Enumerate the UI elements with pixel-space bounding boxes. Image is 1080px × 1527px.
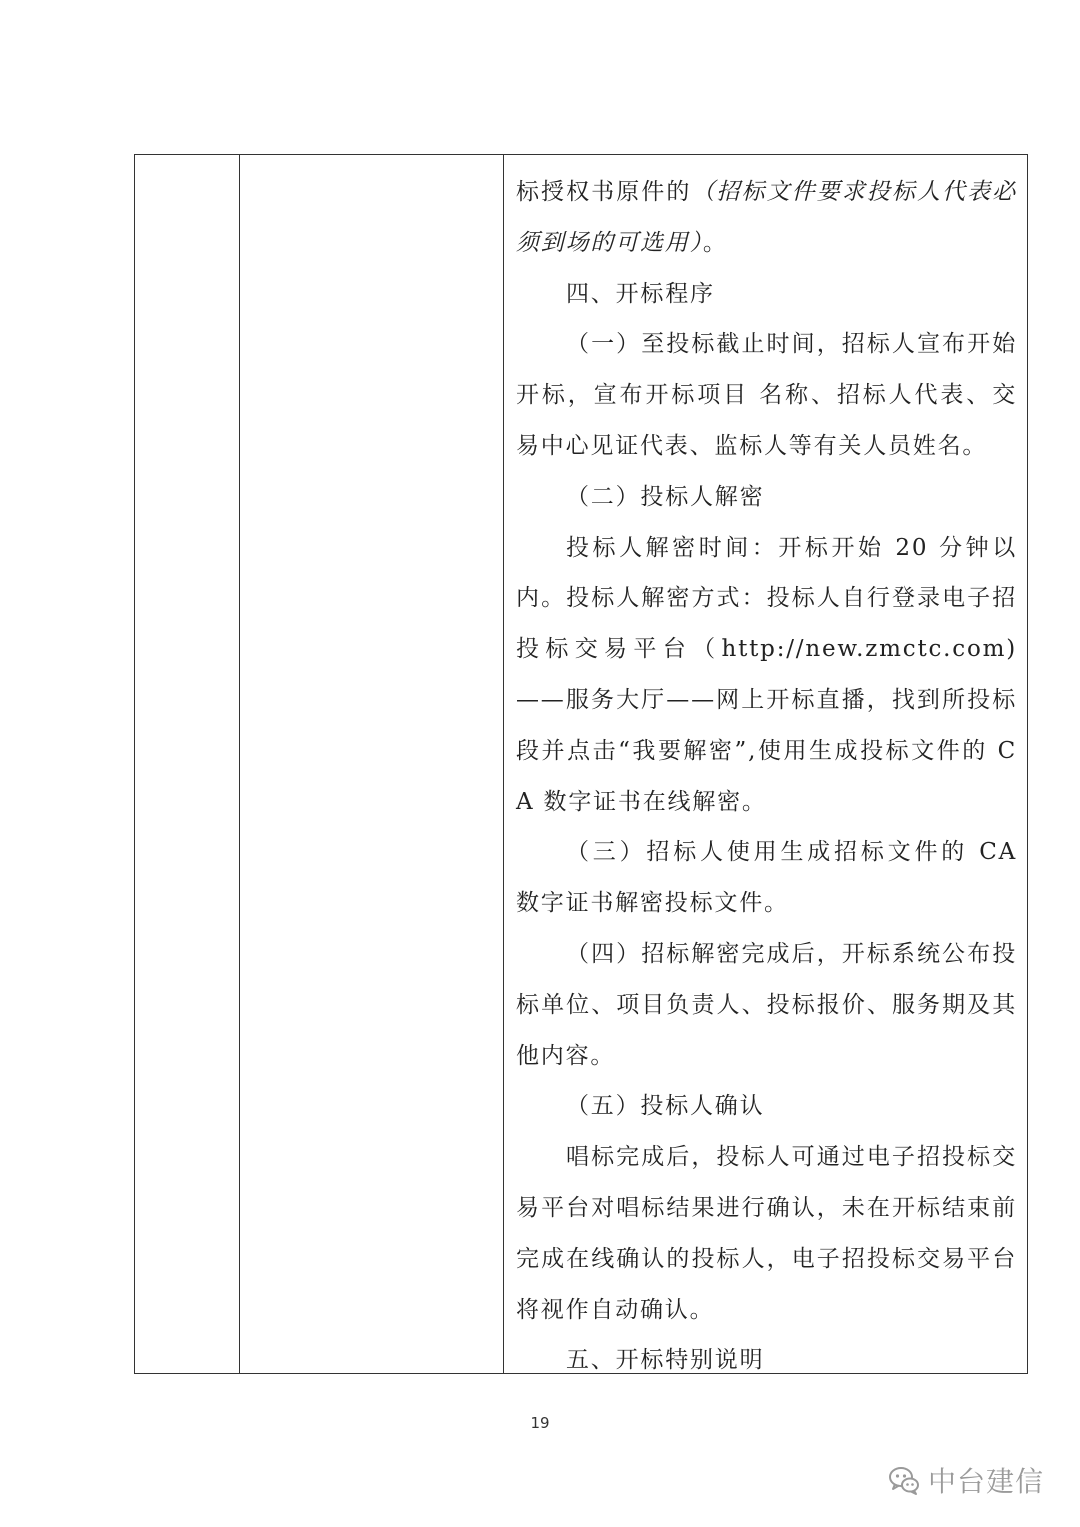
paragraph-authorization: [516, 167, 1017, 269]
table-column-content: [504, 155, 1027, 1373]
paragraph-text: 标授权书原件的: [516, 179, 692, 205]
paragraph-step-4: （四）招标解密完成后，开标系统公布投标单位、项目负责人、投标报价、服务期及其他内容。: [516, 940, 1017, 1069]
paragraph-step-3: （三）招标人使用生成招标文件的 CA 数字证书解密投标文件。: [516, 839, 1017, 917]
watermark-text: 中台建信: [927, 1465, 1044, 1498]
paragraph-step-1: （一）至投标截止时间，招标人宣布开始开标，宣布开标项目 名称、招标人代表、交易中心见证代表、监标人等有关人员姓名。: [516, 331, 1017, 459]
page-number: 19: [530, 1414, 550, 1432]
table-column-2: [240, 155, 504, 1373]
wechat-icon: [888, 1464, 920, 1496]
paragraph-italic-note: （招标文件要求投标人代表必须到场的可选用）: [516, 179, 1017, 256]
document-table: [134, 154, 1028, 1374]
paragraph-confirmation: 唱标完成后，投标人可通过电子招投标交易平台对唱标结果进行确认，未在开标结束前完成在线确认的投标人，电子招投标交易平台将视作自动确认。: [516, 1144, 1017, 1323]
paragraph-decryption: 投标人解密时间：开标开始 20 分钟以内。投标人解密方式：投标人自行登录电子招投标交易平台（http://new.zmctc.com)——服务大厅——网上开标直播，找到所投标段并点击“我要解密”,使用生成投标文件的 CA 数字证书在线解密。: [516, 534, 1017, 815]
watermark: [888, 1460, 1044, 1500]
table-column-1: [135, 155, 240, 1373]
section-heading-special-notes: 五、开标特别说明: [566, 1347, 765, 1373]
paragraph-step-2-heading: （二）投标人解密: [566, 483, 765, 510]
section-heading-opening-procedure: 四、开标程序: [566, 280, 715, 307]
paragraph-tail: 。: [702, 229, 728, 256]
paragraph-step-5-heading: （五）投标人确认: [566, 1093, 765, 1120]
